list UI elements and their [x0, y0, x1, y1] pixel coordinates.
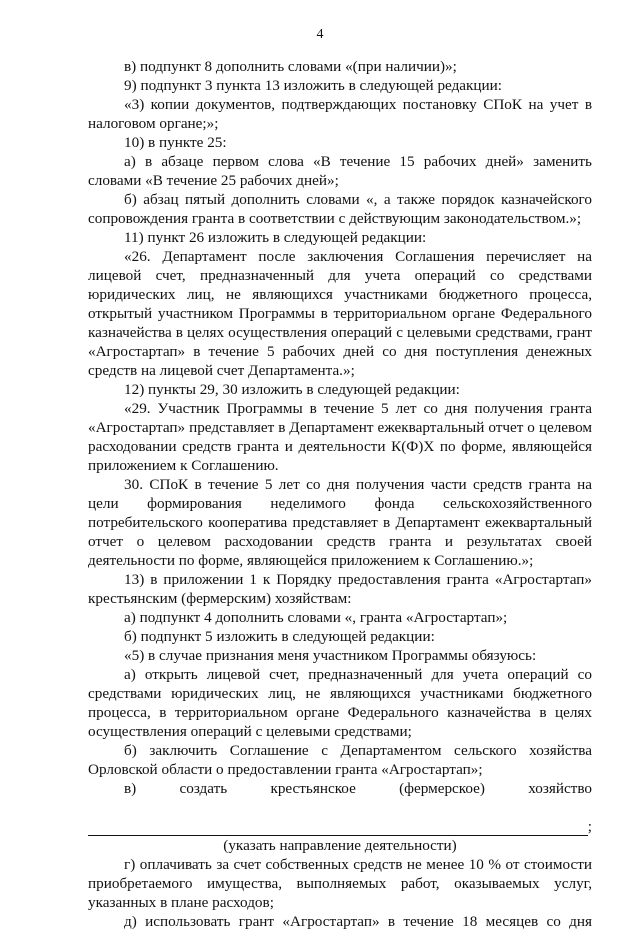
page-number: 4 — [316, 27, 324, 42]
paragraph-item-11: 11) пункт 26 изложить в следующей редакции: — [124, 229, 427, 246]
paragraph-item-13: 13) в приложении 1 к Порядку предоставления гранта «Агростартап» крестьянским (фермерским) хозяйствам: — [88, 571, 592, 607]
paragraph-5a: а) открыть лицевой счет, предназначенный для учета операций со средствами юридических лиц, не являющихся участниками бюджетного процесса, в территориальном органе Федерального казначейства в целях осуществления операций с целевыми средствами; — [88, 666, 592, 740]
paragraph-item-12: 12) пункты 29, 30 изложить в следующей редакции: — [124, 381, 460, 398]
paragraph-item-9: 9) подпункт 3 пункта 13 изложить в следующей редакции: — [124, 77, 503, 94]
blank-line-end: ; — [587, 818, 592, 835]
paragraph-quote-5: «5) в случае признания меня участником Программы обязуюсь: — [124, 647, 537, 664]
blank-underline — [88, 821, 588, 836]
paragraph-5d: д) использовать грант «Агростартап» в течение 18 месяцев со дня — [124, 913, 592, 930]
paragraph-13b: б) подпункт 5 изложить в следующей редакции: — [124, 628, 435, 645]
paragraph-10a: а) в абзаце первом слова «В течение 15 рабочих дней» заменить словами «В течение 25 рабочих дней»; — [88, 153, 592, 189]
blank-fill-line — [88, 817, 592, 836]
paragraph-5v: в) создать крестьянское (фермерское) хозяйство — [124, 780, 592, 797]
paragraph-13a: а) подпункт 4 дополнить словами «, гранта «Агростартап»; — [124, 609, 508, 626]
paragraph-10b: б) абзац пятый дополнить словами «, а также порядок казначейского сопровождения гранта в соответствии с действующим законодательством.»; — [88, 191, 592, 227]
blank-caption: (указать направление деятельности) — [223, 837, 457, 854]
document-body — [88, 57, 592, 950]
paragraph-30: 30. СПоК в течение 5 лет со дня получения части средств гранта на цели формирования неделимого фонда сельскохозяйственного потребительского кооператива представляет в Департамент ежеквартальный отчет о целевом расходовании средств гранта и результатах своей деятельности по форме, являющейся приложением к Соглашению.»; — [88, 476, 592, 569]
paragraph-item-10: 10) в пункте 25: — [124, 134, 227, 151]
paragraph-quote-26: «26. Департамент после заключения Соглашения перечисляет на лицевой счет, предназначенный для учета операций со средствами юридических лиц, не являющихся участниками бюджетного процесса, открытый участником Программы в территориальном органе Федерального казначейства в целях осуществления операций с целевыми средствами, грант «Агростартап» в течение 5 рабочих дней со дня поступления денежных средств на лицевой счет Департамента.»; — [88, 248, 592, 379]
paragraph-quote-29: «29. Участник Программы в течение 5 лет со дня получения гранта «Агростартап» представляет в Департамент ежеквартальный отчет о целевом расходовании средств гранта и деятельности К(Ф)Х по форме, являющейся приложением к Соглашению. — [88, 400, 592, 474]
paragraph-3v: в) подпункт 8 дополнить словами «(при наличии)»; — [124, 58, 457, 75]
paragraph-quote-3: «3) копии документов, подтверждающих постановку СПоК на учет в налоговом органе;»; — [88, 96, 592, 132]
paragraph-5g: г) оплачивать за счет собственных средств не менее 10 % от стоимости приобретаемого имущества, выполняемых работ, оказываемых услуг, указанных в плане расходов; — [88, 856, 592, 911]
paragraph-5b: б) заключить Соглашение с Департаментом сельского хозяйства Орловской области о предоставлении гранта «Агростартап»; — [88, 742, 592, 778]
